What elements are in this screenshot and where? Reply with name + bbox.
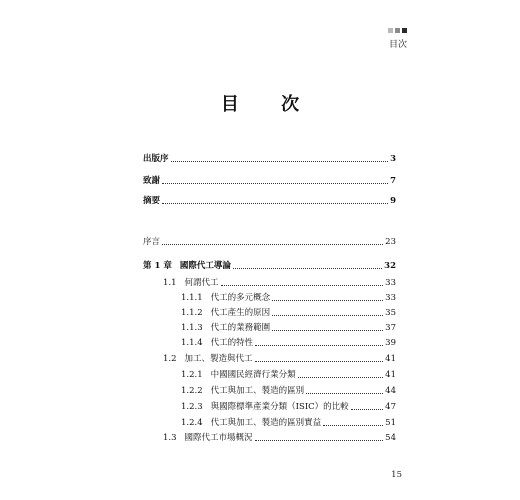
- section-number: 1.1.2: [181, 308, 203, 318]
- marker-square-mid: [395, 28, 400, 33]
- toc-entry-label: [163, 432, 254, 444]
- leader-dots: [298, 377, 384, 378]
- section-number: 1.2.4: [181, 418, 203, 428]
- toc-entry-label: [181, 337, 254, 349]
- leader-dots: [272, 330, 383, 331]
- toc-entry-subsection[interactable]: [181, 337, 396, 349]
- toc-entry-section[interactable]: [163, 353, 396, 365]
- toc-entry-label: [181, 417, 322, 429]
- toc-entry-label: [181, 322, 271, 334]
- toc-entry-label: [163, 353, 254, 365]
- toc-entry-label: [163, 277, 220, 289]
- toc-page-number: 47: [385, 402, 396, 412]
- section-title: 代工與加工、製造的區別實益: [210, 418, 322, 428]
- toc-entry-section[interactable]: [163, 432, 396, 444]
- toc-entry-subsection[interactable]: [181, 417, 396, 429]
- toc-entry-subsection[interactable]: [181, 385, 396, 397]
- section-title: 中國國民經濟行業分類: [210, 370, 296, 380]
- leader-dots: [162, 244, 383, 245]
- section-number: 1.1.4: [181, 338, 203, 348]
- section-number: 1.1.3: [181, 323, 203, 333]
- section-title: 代工產生的原因: [210, 308, 271, 318]
- toc-page-number: 3: [390, 154, 396, 164]
- toc-page-number: 32: [384, 261, 396, 271]
- toc-entry-introduction[interactable]: [143, 236, 396, 248]
- chapter-title: 國際代工導論: [179, 261, 231, 271]
- toc-page-number: 35: [385, 308, 396, 318]
- toc-entry-label: [181, 369, 297, 381]
- section-marker-icon: [388, 28, 407, 33]
- section-title: 與國際標準產業分類（ISIC）的比較: [210, 402, 349, 412]
- toc-entry-label: 序言: [143, 237, 161, 247]
- leader-dots: [255, 345, 383, 346]
- toc-entry-label: [181, 401, 350, 413]
- toc-entry-label: 出版序: [143, 154, 169, 164]
- toc-entry-subsection[interactable]: [181, 401, 396, 413]
- page-title: 目 次: [220, 94, 318, 115]
- chapter-number: 第 1 章: [143, 261, 172, 271]
- section-title: 代工與加工、製造的區別: [210, 386, 305, 396]
- section-title: 國際代工市場概況: [184, 433, 253, 443]
- section-number: 1.2: [163, 354, 177, 364]
- leader-dots: [351, 409, 383, 410]
- toc-page-number: 54: [385, 433, 396, 443]
- leader-dots: [233, 268, 382, 269]
- toc-entry-label: [181, 292, 271, 304]
- section-number: 1.3: [163, 433, 177, 443]
- marker-square-dark: [402, 28, 407, 33]
- section-number: 1.2.2: [181, 386, 203, 396]
- toc-entry-section[interactable]: [163, 277, 396, 289]
- leader-dots: [255, 361, 384, 362]
- toc-page-number: 33: [385, 278, 396, 288]
- leader-dots: [221, 285, 384, 286]
- section-title: 代工的業務範圍: [210, 323, 271, 333]
- toc-entry-label: [181, 307, 271, 319]
- toc-page-number: 44: [385, 386, 396, 396]
- toc-page-number: 7: [390, 176, 396, 186]
- toc-entry-abstract[interactable]: [143, 195, 396, 207]
- toc-entry-label: 摘要: [143, 196, 161, 206]
- toc-page-number: 41: [385, 370, 396, 380]
- toc-entry-label: [181, 385, 305, 397]
- toc-entry-chapter-1[interactable]: [143, 260, 396, 272]
- toc-entry-preface-publication[interactable]: [143, 153, 396, 165]
- toc-entry-label: [143, 260, 232, 272]
- section-number: 1.1: [163, 278, 177, 288]
- leader-dots: [323, 425, 383, 426]
- leader-dots: [255, 440, 384, 441]
- marker-square-light: [388, 28, 393, 33]
- toc-page-number: 9: [390, 196, 396, 206]
- section-title: 何謂代工: [184, 278, 219, 288]
- section-title: 代工的特性: [210, 338, 254, 348]
- section-number: 1.2.1: [181, 370, 203, 380]
- section-title: 代工的多元概念: [210, 293, 271, 303]
- toc-entry-subsection[interactable]: [181, 292, 396, 304]
- leader-dots: [272, 300, 383, 301]
- toc-entry-label: 致謝: [143, 176, 161, 186]
- page-number: 15: [391, 470, 402, 480]
- running-header: 目次: [388, 40, 407, 50]
- toc-page-number: 33: [385, 293, 396, 303]
- toc-page-number: 23: [385, 237, 396, 247]
- toc-entry-acknowledgements[interactable]: [143, 175, 396, 187]
- leader-dots: [171, 161, 389, 162]
- section-number: 1.1.1: [181, 293, 203, 303]
- toc-entry-subsection[interactable]: [181, 322, 396, 334]
- toc-page-number: 41: [385, 354, 396, 364]
- toc-entry-subsection[interactable]: [181, 369, 396, 381]
- section-number: 1.2.3: [181, 402, 203, 412]
- leader-dots: [272, 315, 383, 316]
- toc-page-number: 39: [385, 338, 396, 348]
- section-title: 加工、製造與代工: [184, 354, 253, 364]
- toc-page-number: 51: [385, 418, 396, 428]
- toc-page-number: 37: [385, 323, 396, 333]
- toc-entry-subsection[interactable]: [181, 307, 396, 319]
- leader-dots: [162, 203, 388, 204]
- leader-dots: [162, 183, 388, 184]
- leader-dots: [306, 393, 383, 394]
